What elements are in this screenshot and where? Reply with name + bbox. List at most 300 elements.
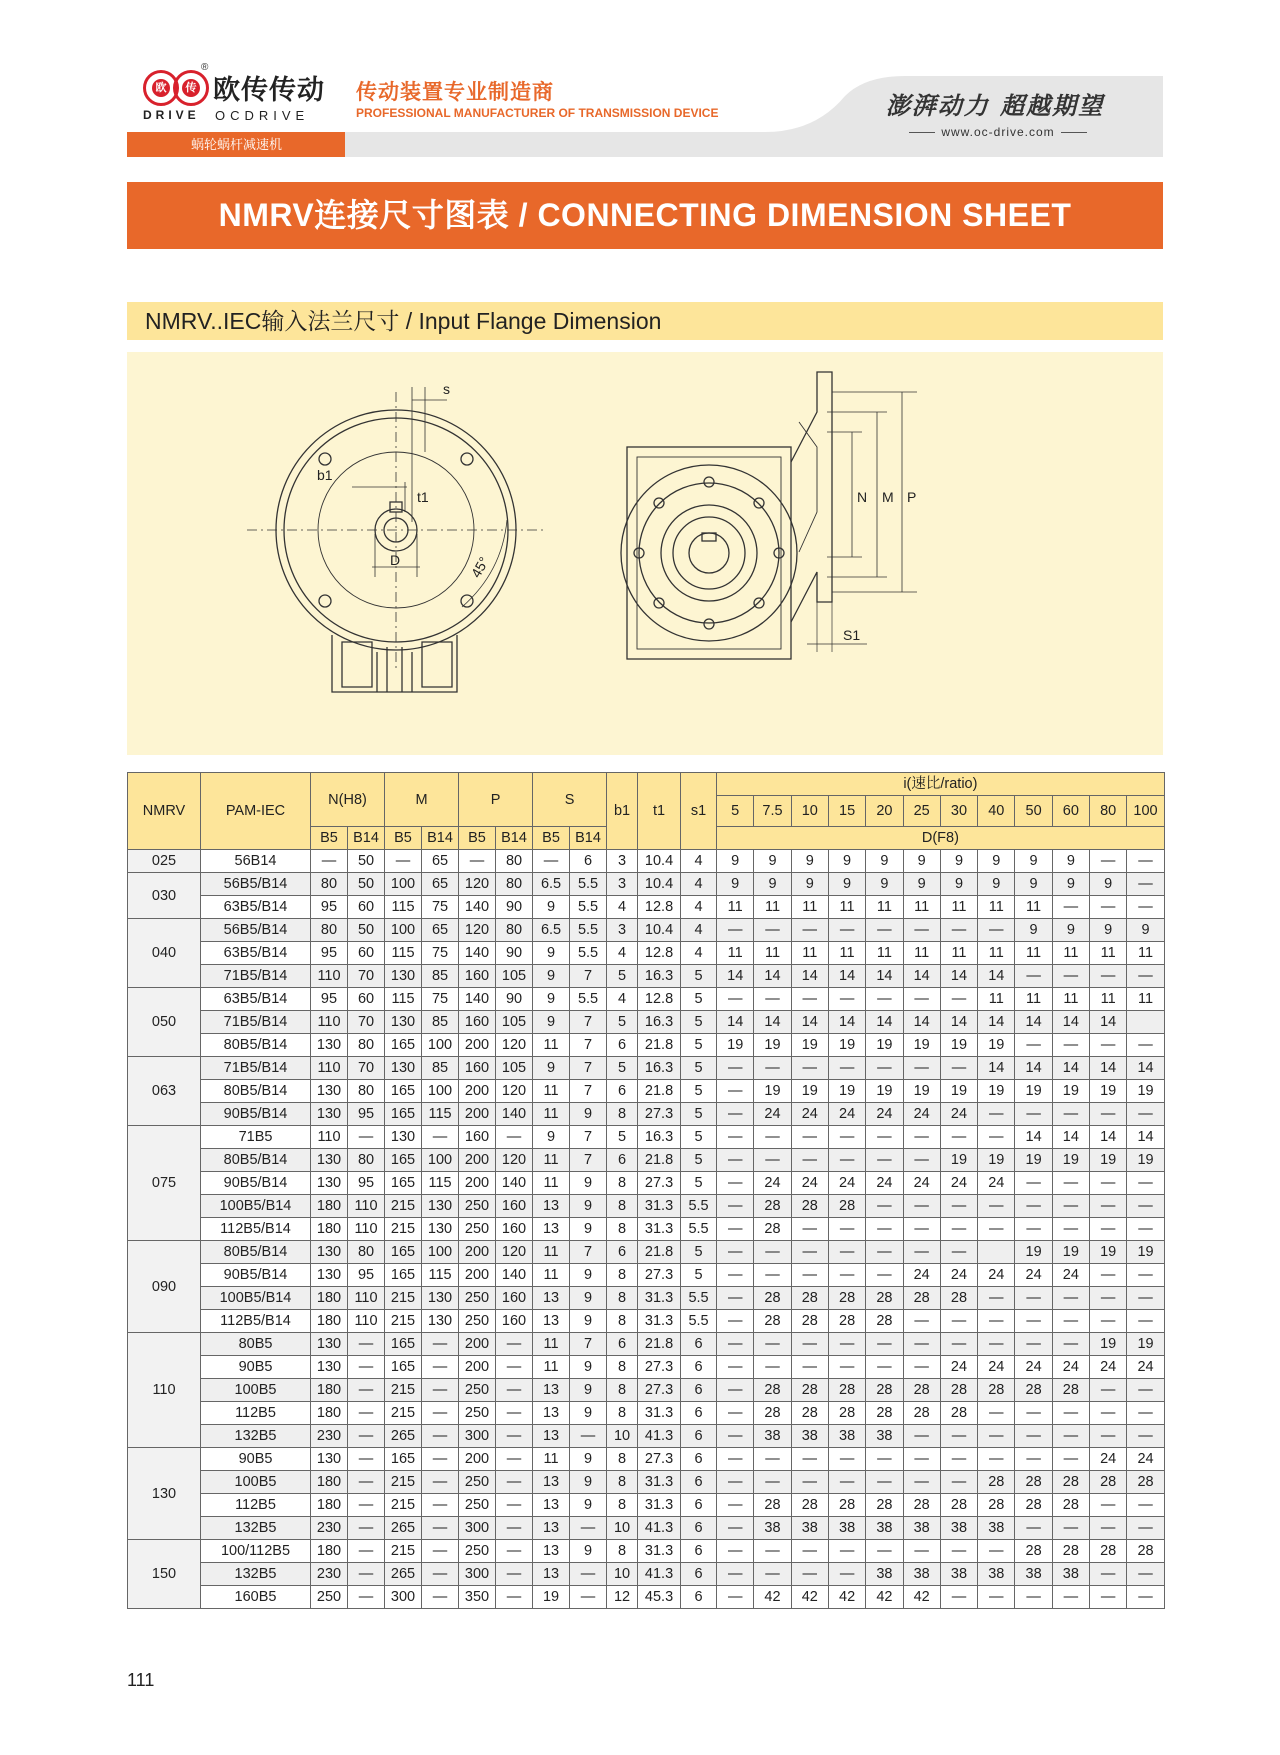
table-cell: 38 xyxy=(940,1517,977,1540)
table-cell: — xyxy=(1127,1310,1164,1333)
table-cell: 215 xyxy=(385,1379,422,1402)
table-cell: — xyxy=(940,988,977,1011)
table-cell: 14 xyxy=(1127,1057,1164,1080)
table-cell: 28 xyxy=(1052,1379,1089,1402)
table-cell: — xyxy=(311,850,348,873)
table-cell: — xyxy=(828,1471,865,1494)
table-cell: — xyxy=(1090,896,1127,919)
table-cell: — xyxy=(828,1356,865,1379)
table-row xyxy=(128,1402,1165,1425)
label-n: N xyxy=(857,489,868,505)
table-cell: 41.3 xyxy=(638,1563,681,1586)
table-cell: 4 xyxy=(681,919,717,942)
pam-iec-cell: 90B5/B14 xyxy=(201,1264,311,1287)
table-cell: 10.4 xyxy=(638,873,681,896)
table-cell: 19 xyxy=(978,1034,1015,1057)
table-cell: 9 xyxy=(570,1264,607,1287)
table-cell: — xyxy=(1052,965,1089,988)
table-cell: — xyxy=(1090,1517,1127,1540)
table-cell: 21.8 xyxy=(638,1080,681,1103)
table-cell: 7 xyxy=(570,1034,607,1057)
table-cell: 5 xyxy=(681,1057,717,1080)
table-cell: 130 xyxy=(311,1103,348,1126)
table-cell: 6 xyxy=(681,1563,717,1586)
table-cell: 11 xyxy=(1127,988,1164,1011)
table-cell: — xyxy=(754,919,791,942)
table-cell: 80 xyxy=(311,873,348,896)
table-cell: 11 xyxy=(1015,896,1052,919)
table-cell: 41.3 xyxy=(638,1425,681,1448)
nmrv-size-cell: 025 xyxy=(128,850,201,873)
table-row xyxy=(128,1264,1165,1287)
table-cell: 14 xyxy=(1015,1011,1052,1034)
table-cell: 140 xyxy=(459,988,496,1011)
pam-iec-cell: 132B5 xyxy=(201,1425,311,1448)
table-cell: 13 xyxy=(533,1310,570,1333)
table-cell: 9 xyxy=(1015,850,1052,873)
table-cell: 130 xyxy=(311,1080,348,1103)
table-cell: 7 xyxy=(570,1057,607,1080)
table-cell: 140 xyxy=(459,942,496,965)
registered-mark: ® xyxy=(201,62,209,73)
table-cell: — xyxy=(348,1379,385,1402)
table-row xyxy=(128,1241,1165,1264)
table-cell: — xyxy=(1090,1494,1127,1517)
table-cell: 160 xyxy=(496,1310,533,1333)
table-cell: 5 xyxy=(607,1011,638,1034)
table-cell: 38 xyxy=(866,1425,903,1448)
table-cell: — xyxy=(1015,1195,1052,1218)
table-cell: — xyxy=(978,1425,1015,1448)
table-cell: 110 xyxy=(311,1126,348,1149)
th-p-b5: B5 xyxy=(459,827,496,850)
table-cell: 14 xyxy=(903,1011,940,1034)
table-cell: 11 xyxy=(754,942,791,965)
table-cell: 38 xyxy=(940,1563,977,1586)
label-t1: t1 xyxy=(417,489,429,505)
pam-iec-cell: 112B5/B14 xyxy=(201,1310,311,1333)
table-cell: 11 xyxy=(940,942,977,965)
table-cell: 130 xyxy=(422,1218,459,1241)
table-cell: 9 xyxy=(791,850,828,873)
table-cell: — xyxy=(940,1241,977,1264)
table-cell: — xyxy=(422,1540,459,1563)
th-ratio-value: 30 xyxy=(940,796,977,827)
table-cell: 9 xyxy=(1052,873,1089,896)
table-cell: 16.3 xyxy=(638,1057,681,1080)
table-cell: 9 xyxy=(570,1540,607,1563)
th-p-b14: B14 xyxy=(496,827,533,850)
table-cell: 11 xyxy=(533,1333,570,1356)
table-cell: — xyxy=(978,1195,1015,1218)
table-cell: 31.3 xyxy=(638,1310,681,1333)
table-cell: 70 xyxy=(348,1057,385,1080)
table-cell: — xyxy=(828,1540,865,1563)
logo-mark-left: 欧 xyxy=(143,70,179,106)
pam-iec-cell: 71B5/B14 xyxy=(201,965,311,988)
table-cell: 65 xyxy=(422,919,459,942)
table-row xyxy=(128,1103,1165,1126)
th-s: S xyxy=(533,773,607,827)
table-cell: — xyxy=(717,1172,754,1195)
label-d: D xyxy=(390,552,401,568)
table-cell: 9 xyxy=(570,1356,607,1379)
table-cell: — xyxy=(717,1310,754,1333)
table-cell: 250 xyxy=(459,1402,496,1425)
table-cell: — xyxy=(348,1563,385,1586)
table-cell: 9 xyxy=(1090,873,1127,896)
table-cell: 100 xyxy=(422,1241,459,1264)
table-cell: 13 xyxy=(533,1563,570,1586)
table-cell: — xyxy=(754,1149,791,1172)
table-cell: — xyxy=(717,1494,754,1517)
table-cell: 14 xyxy=(1090,1057,1127,1080)
table-cell: — xyxy=(791,1218,828,1241)
table-cell: 9 xyxy=(866,873,903,896)
table-cell: 24 xyxy=(1052,1264,1089,1287)
th-ratio-value: 7.5 xyxy=(754,796,791,827)
table-cell: — xyxy=(978,1402,1015,1425)
table-cell: 9 xyxy=(866,850,903,873)
table-cell: — xyxy=(791,1126,828,1149)
pam-iec-cell: 100B5 xyxy=(201,1471,311,1494)
table-cell: 6 xyxy=(681,1448,717,1471)
table-cell: 130 xyxy=(311,1172,348,1195)
table-row xyxy=(128,919,1165,942)
table-cell: — xyxy=(754,1471,791,1494)
table-cell: — xyxy=(1090,1310,1127,1333)
table-cell: 19 xyxy=(1015,1241,1052,1264)
table-cell: — xyxy=(791,1356,828,1379)
pam-iec-cell: 100B5 xyxy=(201,1379,311,1402)
table-cell: 250 xyxy=(459,1310,496,1333)
table-cell: — xyxy=(1127,1172,1164,1195)
table-cell: 11 xyxy=(533,1241,570,1264)
label-s: s xyxy=(443,381,450,397)
table-cell: 28 xyxy=(940,1402,977,1425)
table-cell: — xyxy=(866,1057,903,1080)
table-cell: — xyxy=(903,988,940,1011)
pam-iec-cell: 71B5/B14 xyxy=(201,1011,311,1034)
table-cell: 5 xyxy=(607,1126,638,1149)
table-cell: — xyxy=(496,1356,533,1379)
table-cell: 5 xyxy=(681,1034,717,1057)
table-cell: 28 xyxy=(1015,1540,1052,1563)
table-cell: — xyxy=(754,988,791,1011)
table-cell: 120 xyxy=(496,1149,533,1172)
table-cell: 13 xyxy=(533,1425,570,1448)
table-cell: 9 xyxy=(903,873,940,896)
table-cell: 10 xyxy=(607,1563,638,1586)
table-cell: 4 xyxy=(681,873,717,896)
table-cell: — xyxy=(903,1425,940,1448)
table-cell: 105 xyxy=(496,1057,533,1080)
table-cell: — xyxy=(903,1540,940,1563)
table-cell: 24 xyxy=(978,1172,1015,1195)
table-cell: 9 xyxy=(978,850,1015,873)
table-cell: — xyxy=(1090,1103,1127,1126)
table-cell: 14 xyxy=(791,965,828,988)
table-cell: 31.3 xyxy=(638,1540,681,1563)
table-cell: 11 xyxy=(1052,988,1089,1011)
table-cell: 5 xyxy=(681,1172,717,1195)
table-cell: — xyxy=(1127,1425,1164,1448)
table-cell: 14 xyxy=(828,1011,865,1034)
table-cell: 140 xyxy=(459,896,496,919)
table-cell: 5 xyxy=(681,1149,717,1172)
table-cell: — xyxy=(1127,1402,1164,1425)
table-cell: 38 xyxy=(903,1517,940,1540)
table-cell: 38 xyxy=(978,1517,1015,1540)
table-cell: — xyxy=(348,1494,385,1517)
table-row xyxy=(128,873,1165,896)
table-cell: — xyxy=(717,1563,754,1586)
table-cell: 19 xyxy=(978,1080,1015,1103)
table-cell: — xyxy=(754,1448,791,1471)
table-cell: 90 xyxy=(496,942,533,965)
table-cell: 115 xyxy=(385,988,422,1011)
table-cell: 130 xyxy=(311,1333,348,1356)
table-cell: 165 xyxy=(385,1172,422,1195)
table-cell: 19 xyxy=(1090,1241,1127,1264)
table-row xyxy=(128,1172,1165,1195)
table-cell: 7 xyxy=(570,1126,607,1149)
table-cell: 38 xyxy=(978,1563,1015,1586)
table-cell: 38 xyxy=(791,1425,828,1448)
table-cell: 31.3 xyxy=(638,1195,681,1218)
table-cell: — xyxy=(1127,1586,1164,1609)
table-cell: — xyxy=(1052,1218,1089,1241)
table-cell: — xyxy=(1015,1448,1052,1471)
table-cell: — xyxy=(1127,896,1164,919)
table-cell: 140 xyxy=(496,1264,533,1287)
table-cell: — xyxy=(422,1425,459,1448)
table-row xyxy=(128,988,1165,1011)
table-cell: 50 xyxy=(348,873,385,896)
table-cell: — xyxy=(866,1471,903,1494)
table-cell: 5.5 xyxy=(570,896,607,919)
table-cell: — xyxy=(1015,1425,1052,1448)
table-cell: — xyxy=(496,1540,533,1563)
th-n-b5: B5 xyxy=(311,827,348,850)
table-cell: 5 xyxy=(681,965,717,988)
table-cell: 9 xyxy=(717,873,754,896)
table-cell: 180 xyxy=(311,1540,348,1563)
table-cell: — xyxy=(717,1241,754,1264)
table-cell: 28 xyxy=(754,1379,791,1402)
table-cell: 42 xyxy=(903,1586,940,1609)
table-cell: — xyxy=(1090,1586,1127,1609)
table-cell: 80 xyxy=(348,1080,385,1103)
table-cell: — xyxy=(903,1126,940,1149)
table-cell: 120 xyxy=(496,1080,533,1103)
table-cell: 9 xyxy=(754,873,791,896)
table-cell: 130 xyxy=(311,1034,348,1057)
table-cell: — xyxy=(1052,1103,1089,1126)
table-row xyxy=(128,1149,1165,1172)
table-cell: — xyxy=(1090,1264,1127,1287)
table-cell: 24 xyxy=(866,1103,903,1126)
table-cell: — xyxy=(717,919,754,942)
table-row xyxy=(128,942,1165,965)
table-cell: 28 xyxy=(978,1379,1015,1402)
table-cell: 19 xyxy=(828,1080,865,1103)
table-cell: 8 xyxy=(607,1494,638,1517)
table-cell: — xyxy=(1015,1287,1052,1310)
table-cell: — xyxy=(903,1356,940,1379)
table-cell: — xyxy=(496,1563,533,1586)
table-cell: 130 xyxy=(422,1287,459,1310)
table-cell: — xyxy=(903,1310,940,1333)
table-cell: 31.3 xyxy=(638,1287,681,1310)
table-cell: 250 xyxy=(459,1540,496,1563)
table-cell: 9 xyxy=(533,1126,570,1149)
table-cell: 6 xyxy=(681,1379,717,1402)
th-n-b14: B14 xyxy=(348,827,385,850)
table-cell: 16.3 xyxy=(638,1011,681,1034)
nmrv-size-cell: 110 xyxy=(128,1333,201,1448)
table-cell: 28 xyxy=(866,1287,903,1310)
table-cell: 28 xyxy=(866,1379,903,1402)
table-cell: 28 xyxy=(1090,1471,1127,1494)
table-cell: 24 xyxy=(940,1172,977,1195)
table-cell: — xyxy=(1052,1287,1089,1310)
table-row xyxy=(128,850,1165,873)
table-cell: 12.8 xyxy=(638,988,681,1011)
table-cell: — xyxy=(978,1103,1015,1126)
table-cell: — xyxy=(717,1080,754,1103)
table-cell: — xyxy=(348,1356,385,1379)
table-cell: — xyxy=(717,1402,754,1425)
table-cell: 8 xyxy=(607,1172,638,1195)
table-cell: 14 xyxy=(866,965,903,988)
gearbox-side-body xyxy=(627,447,791,659)
table-cell: 8 xyxy=(607,1103,638,1126)
table-cell: 120 xyxy=(459,919,496,942)
table-row xyxy=(128,1195,1165,1218)
table-cell: 140 xyxy=(496,1103,533,1126)
table-cell: 200 xyxy=(459,1448,496,1471)
table-cell: 21.8 xyxy=(638,1241,681,1264)
table-cell: 28 xyxy=(791,1310,828,1333)
table-cell: — xyxy=(866,1149,903,1172)
table-row xyxy=(128,1379,1165,1402)
table-cell: 130 xyxy=(385,1011,422,1034)
table-cell: 115 xyxy=(385,942,422,965)
table-cell: 350 xyxy=(459,1586,496,1609)
table-cell: 3 xyxy=(607,873,638,896)
table-cell: — xyxy=(496,1379,533,1402)
th-ratio-value: 5 xyxy=(717,796,754,827)
table-cell: 11 xyxy=(533,1448,570,1471)
table-cell: 38 xyxy=(828,1517,865,1540)
table-cell: 4 xyxy=(607,988,638,1011)
drawing-svg xyxy=(127,352,1163,755)
pam-iec-cell: 80B5/B14 xyxy=(201,1241,311,1264)
table-cell: 130 xyxy=(311,1241,348,1264)
label-m: M xyxy=(882,489,894,505)
table-cell: 95 xyxy=(348,1264,385,1287)
table-cell: 28 xyxy=(903,1402,940,1425)
th-s-b14: B14 xyxy=(570,827,607,850)
table-cell: 120 xyxy=(496,1034,533,1057)
table-cell: 21.8 xyxy=(638,1333,681,1356)
table-cell: — xyxy=(717,1540,754,1563)
tagline-cn: 传动装置专业制造商 xyxy=(356,81,554,104)
table-cell: 14 xyxy=(978,1011,1015,1034)
table-cell: 115 xyxy=(422,1264,459,1287)
table-cell: 6 xyxy=(570,850,607,873)
table-cell: 160 xyxy=(496,1195,533,1218)
table-cell: 28 xyxy=(828,1402,865,1425)
table-cell: 200 xyxy=(459,1172,496,1195)
table-cell: — xyxy=(422,1333,459,1356)
table-cell: 24 xyxy=(754,1172,791,1195)
table-cell: — xyxy=(866,1540,903,1563)
logo-brand-en-right: OCDRIVE xyxy=(215,108,310,123)
table-cell: — xyxy=(1015,1333,1052,1356)
table-cell: — xyxy=(828,1149,865,1172)
table-cell: 70 xyxy=(348,1011,385,1034)
table-cell: — xyxy=(1052,1310,1089,1333)
table-cell: 9 xyxy=(533,896,570,919)
table-cell: — xyxy=(1015,1034,1052,1057)
table-row xyxy=(128,896,1165,919)
table-cell: 24 xyxy=(1015,1356,1052,1379)
table-cell: 6.5 xyxy=(533,873,570,896)
th-d: D(F8) xyxy=(717,827,1165,850)
table-cell: 6 xyxy=(607,1034,638,1057)
table-cell: 160 xyxy=(459,1126,496,1149)
table-cell: 65 xyxy=(422,850,459,873)
table-cell: — xyxy=(717,1103,754,1126)
table-cell: 13 xyxy=(533,1540,570,1563)
table-cell: — xyxy=(1015,1172,1052,1195)
pam-iec-cell: 100/112B5 xyxy=(201,1540,311,1563)
table-cell: 14 xyxy=(1015,1057,1052,1080)
table-cell: — xyxy=(866,1448,903,1471)
table-cell: — xyxy=(940,1333,977,1356)
table-cell: 28 xyxy=(978,1494,1015,1517)
table-cell: — xyxy=(348,1471,385,1494)
table-cell: 9 xyxy=(570,1402,607,1425)
table-cell: 6 xyxy=(681,1540,717,1563)
table-cell: 13 xyxy=(533,1379,570,1402)
table-cell: 10 xyxy=(607,1517,638,1540)
table-cell: 19 xyxy=(1052,1080,1089,1103)
table-cell: 115 xyxy=(422,1172,459,1195)
nmrv-size-cell: 130 xyxy=(128,1448,201,1540)
table-cell: 16.3 xyxy=(638,965,681,988)
table-cell: 24 xyxy=(978,1264,1015,1287)
table-cell: 24 xyxy=(828,1103,865,1126)
table-cell: 19 xyxy=(1127,1241,1164,1264)
table-cell: — xyxy=(422,1402,459,1425)
table-cell: 42 xyxy=(754,1586,791,1609)
table-cell: 9 xyxy=(533,1057,570,1080)
table-cell: 38 xyxy=(903,1563,940,1586)
table-cell: — xyxy=(496,1586,533,1609)
table-cell: 28 xyxy=(866,1310,903,1333)
th-ratio-value: 25 xyxy=(903,796,940,827)
table-cell: — xyxy=(422,1494,459,1517)
table-cell: 12.8 xyxy=(638,942,681,965)
table-cell: 230 xyxy=(311,1425,348,1448)
table-cell: 28 xyxy=(791,1402,828,1425)
table-row xyxy=(128,1540,1165,1563)
table-cell: 27.3 xyxy=(638,1356,681,1379)
table-cell: — xyxy=(1127,1103,1164,1126)
